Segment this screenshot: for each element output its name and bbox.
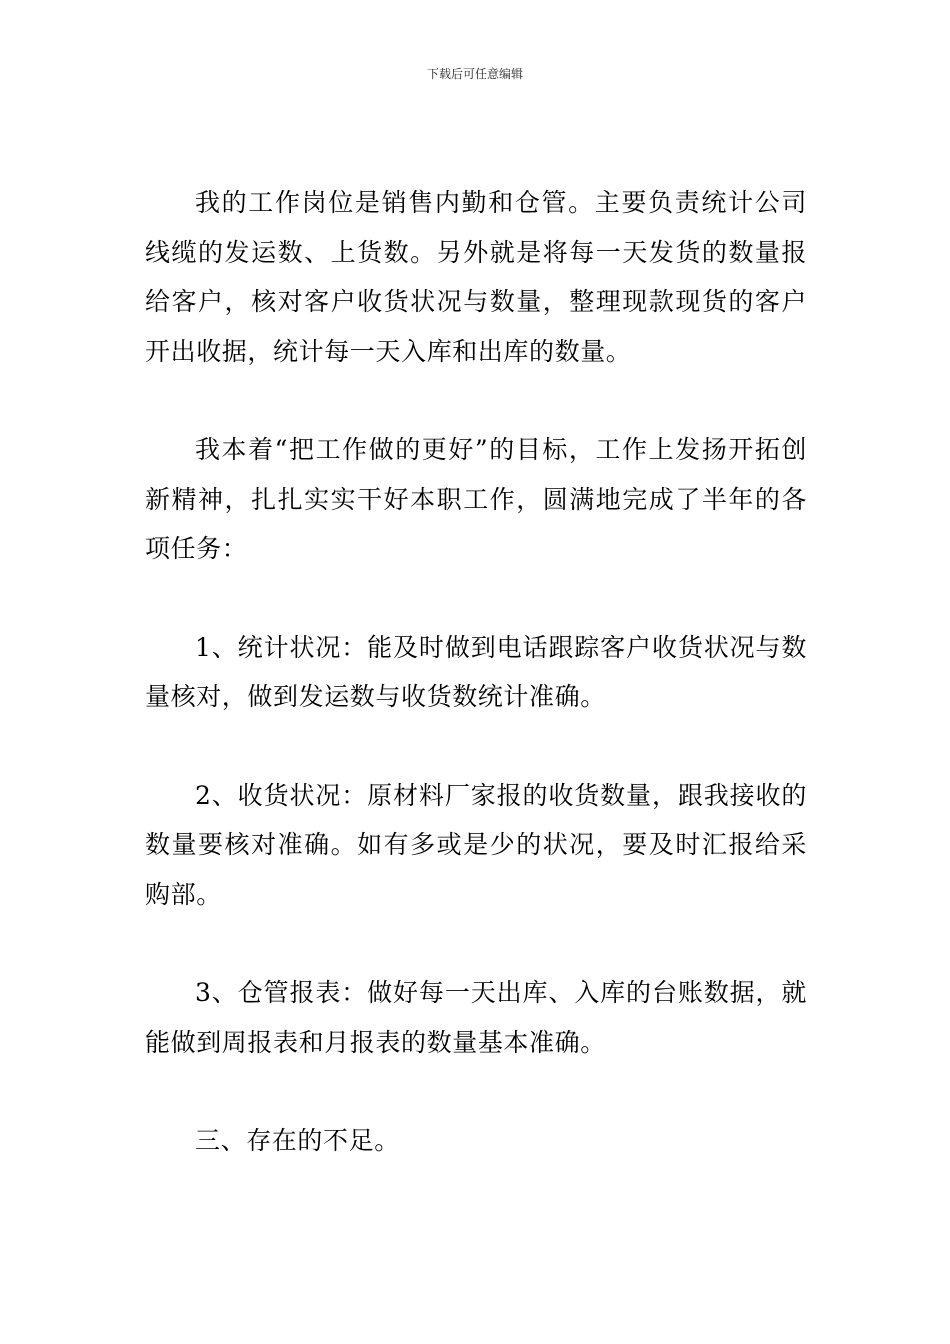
page-header: 下载后可任意编辑 xyxy=(426,67,523,81)
paragraph-item-statistics: 1、统计状况：能及时做到电话跟踪客户收货状况与数量核对，做到发运数与收货数统计准确。 xyxy=(145,632,807,711)
document-body xyxy=(145,178,807,1215)
paragraph-goal: 我本着“把工作做的更好”的目标，工作上发扬开拓创新精神，扎扎实实干好本职工作，圆满地完成了半年的各项任务： xyxy=(145,435,807,563)
section-heading-shortcomings: 三、存在的不足。 xyxy=(195,1126,400,1155)
paragraph-item-warehouse-reports: 3、仓管报表：做好每一天出库、入库的台账数据，就能做到周报表和月报表的数量基本准确。 xyxy=(145,978,807,1057)
paragraph-item-receiving: 2、收货状况：原材料厂家报的收货数量，跟我接收的数量要核对准确。如有多或是少的状况，要及时汇报给采购部。 xyxy=(145,780,807,909)
paragraph-job-duties: 我的工作岗位是销售内勤和仓管。主要负责统计公司线缆的发运数、上货数。另外就是将每一天发货的数量报给客户，核对客户收货状况与数量，整理现款现货的客户开出收据，统计每一天入库和出库的数量。 xyxy=(145,188,807,366)
